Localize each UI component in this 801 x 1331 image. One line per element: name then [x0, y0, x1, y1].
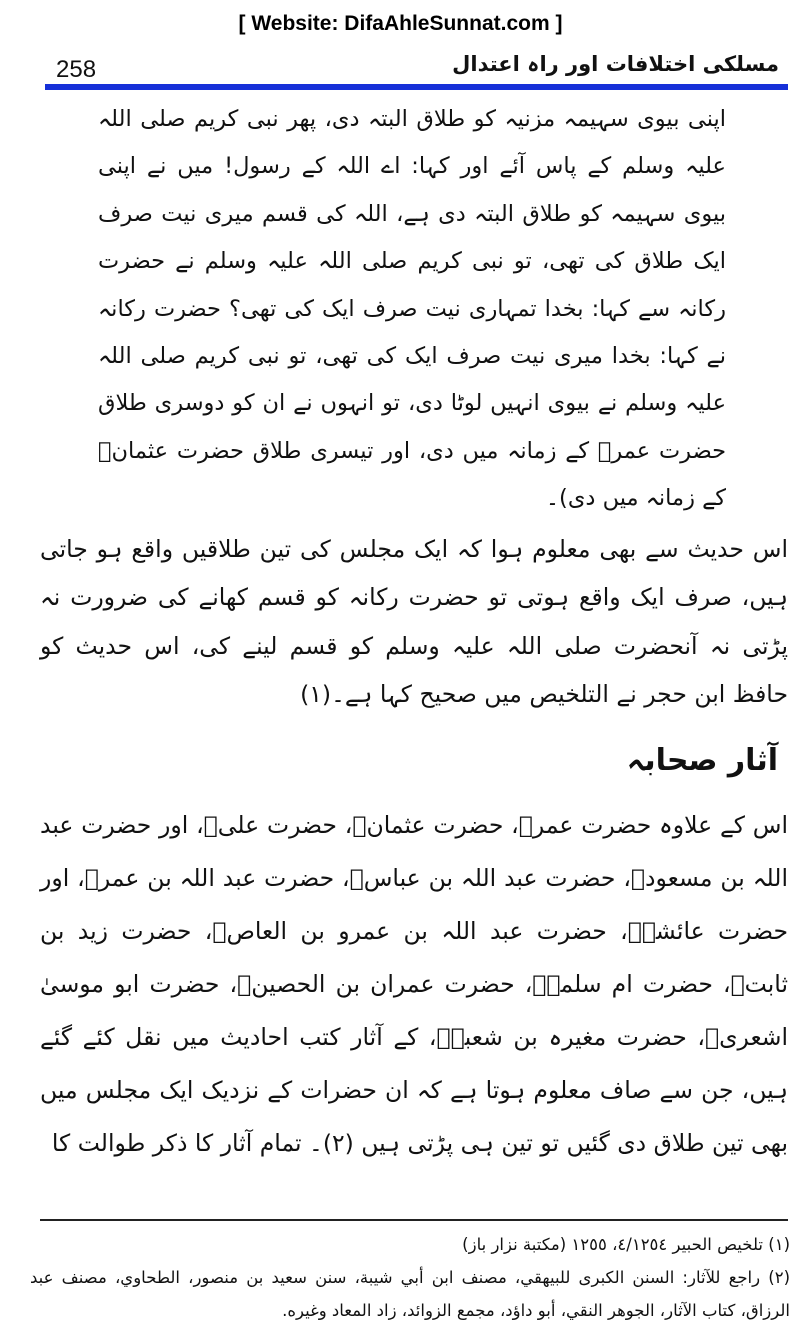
page-body	[40, 96, 788, 1170]
footnote-2: (۲) راجع للآثار: السنن الكبرى للبيهقي، مصنف ابن أبي شيبة، سنن سعيد بن منصور، الطحاوي، مصنف عبد الرزاق، كتاب الآثار، الجوهر النقي، أبو داؤد، مجمع الزوائد، زاد المعاد وغيره.	[30, 1268, 790, 1320]
book-title: مسلکی اختلافات اور راہ اعتدال	[452, 52, 779, 76]
website-banner: [ Website: DifaAhleSunnat.com ]	[238, 12, 563, 35]
section-heading: آثار صحابہ	[626, 742, 778, 778]
footnotes	[30, 1228, 790, 1327]
footnote-1: (۱) تلخیص الحبیر ٤/١٢٥٤، ١٢٥٥ (مكتبة نزار باز)	[462, 1235, 790, 1254]
header-divider	[45, 84, 788, 90]
page-number: 258	[56, 56, 97, 83]
footnote-divider	[40, 1219, 788, 1221]
quoted-hadith-text: اپنی بیوی سہیمہ مزنیہ کو طلاق البتہ دی، پھر نبی کریم صلی اللہ علیہ وسلم کے پاس آئے اور کہا: اے اللہ کے رسول! میں نے اپنی بیوی سہیمہ کو طلاق البتہ دی ہے، اللہ کی قسم میری نیت صرف ایک طلاق کی تھی، تو نبی کریم صلی اللہ علیہ وسلم نے حضرت رکانہ سے کہا: بخدا تمہاری نیت صرف ایک کی تھی؟ حضرت رکانہ نے کہا: بخدا میری نیت صرف ایک کی تھی، تو نبی کریم صلی اللہ علیہ وسلم نے بیوی انہیں لوٹا دی، تو انہوں نے ان کو دوسری طلاق حضرت عمرؓ کے زمانہ میں دی، اور تیسری طلاق حضرت عثمانؓ کے زمانہ میں دی)۔	[98, 106, 726, 512]
paragraph-2: اس کے علاوہ حضرت عمرؓ، حضرت عثمانؓ، حضرت علیؓ، اور حضرت عبد اللہ بن مسعودؓ، حضرت عبد اللہ بن عباسؓ، حضرت عبد اللہ بن عمرؓ، اور حضرت عائشہؓ، حضرت عبد اللہ بن عمرو بن العاصؓ، حضرت زید بن ثابتؓ، حضرت ام سلمہؓ، حضرت عمران بن الحصینؓ، حضرت ابو موسیٰ اشعریؓ، حضرت مغیرہ بن شعبہؓ، کے آثار کتب احادیث میں نقل کئے گئے ہیں، جن سے صاف معلوم ہوتا ہے کہ ان حضرات کے نزدیک ایک مجلس میں بھی تین طلاق دی گئیں تو تین ہی پڑتی ہیں (۲)۔ تمام آثار کا ذکر طوالت کا	[40, 810, 788, 1157]
paragraph-1: اس حدیث سے بھی معلوم ہوا کہ ایک مجلس کی تین طلاقیں واقع ہو جاتی ہیں، صرف ایک واقع ہوتی تو حضرت رکانہ کو قسم کھانے کی ضرورت نہ پڑتی نہ آنحضرت صلی اللہ علیہ وسلم کو قسم لینے کی، اس حدیث کو حافظ ابن حجر نے التلخیص میں صحیح کہا ہے۔(۱)	[40, 534, 788, 709]
